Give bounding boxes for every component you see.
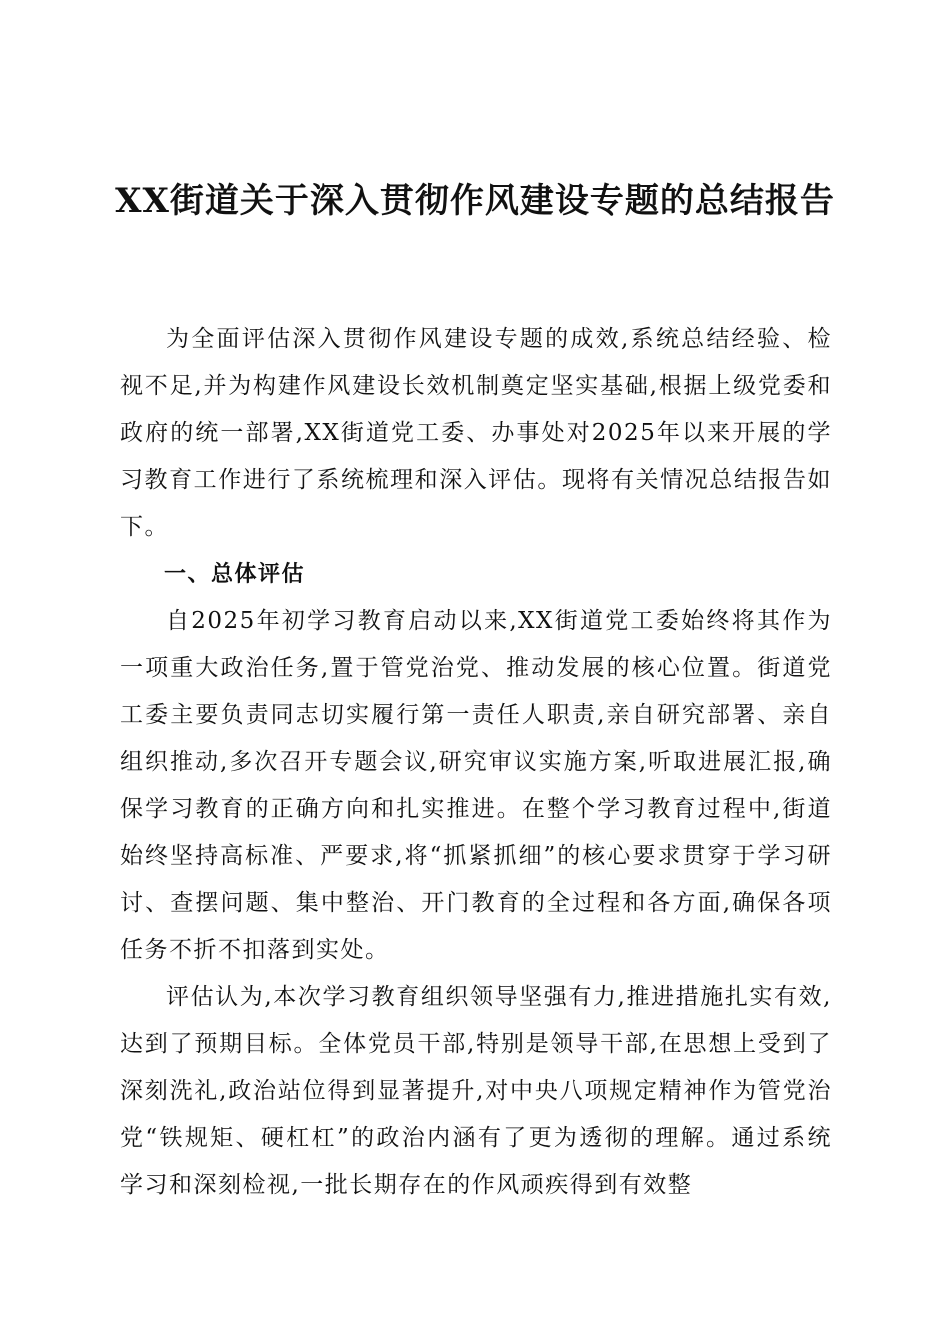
section1-paragraph-2: 评估认为,本次学习教育组织领导坚强有力,推进措施扎实有效,达到了预期目标。全体党员干部,特别是领导干部,在思想上受到了深刻洗礼,政治站位得到显著提升,对中央八项规定精神作为管党治党“铁规矩、硬杠杠”的政治内涵有了更为透彻的理解。通过系统学习和深刻检视,一批长期存在的作风顽疾得到有效整 [120,984,832,1198]
intro-paragraph: 为全面评估深入贯彻作风建设专题的成效,系统总结经验、检视不足,并为构建作风建设长效机制奠定坚实基础,根据上级党委和政府的统一部署,XX街道党工委、办事处对2025年以来开展的学习教育工作进行了系统梳理和深入评估。现将有关情况总结报告如下。 [120,326,832,540]
document-body [120,316,832,1209]
document-title: XX街道关于深入贯彻作风建设专题的总结报告 [115,181,835,221]
section1-paragraph-1: 自2025年初学习教育启动以来,XX街道党工委始终将其作为一项重大政治任务,置于管党治党、推动发展的核心位置。街道党工委主要负责同志切实履行第一责任人职责,亲自研究部署、亲自组织推动,多次召开专题会议,研究审议实施方案,听取进展汇报,确保学习教育的正确方向和扎实推进。在整个学习教育过程中,街道始终坚持高标准、严要求,将“抓紧抓细”的核心要求贯穿于学习研讨、查摆问题、集中整治、开门教育的全过程和各方面,确保各项任务不折不扣落到实处。 [120,608,832,963]
section-heading-overall-assessment: 一、总体评估 [164,562,306,587]
